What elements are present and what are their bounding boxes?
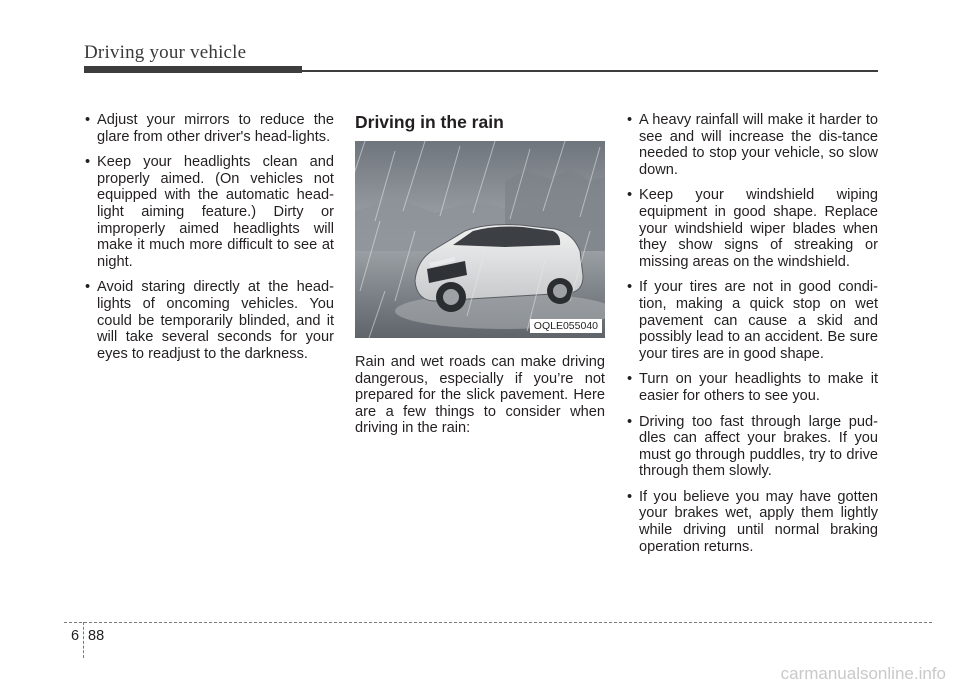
list-item: • Keep your headlights clean and properly aimed. (On vehicles not equipped with the automatic head-light aiming feature.) Dirty or improperly aimed headlights will make it much more difficult to see at night. — [84, 154, 334, 270]
list-item: • A heavy rainfall will make it harder to see and will increase the dis-tance needed to stop your vehicle, so slow down. — [626, 112, 878, 178]
list-item: • Turn on your headlights to make it easier for others to see you. — [626, 371, 878, 404]
section-heading: Driving in the rain — [355, 112, 504, 132]
footer-rule — [64, 622, 932, 623]
chapter-number: 6 — [71, 628, 80, 644]
rain-driving-illustration — [355, 141, 605, 338]
column-right — [626, 112, 878, 564]
page-header-title: Driving your vehicle — [84, 42, 247, 63]
bullet-list-left — [84, 112, 334, 362]
list-item: • If you believe you may have gotten your brakes wet, apply them lightly while driving until normal braking operation returns. — [626, 489, 878, 555]
header-rule — [84, 70, 878, 72]
watermark: carmanualsonline.info — [780, 664, 946, 683]
section-intro: Rain and wet roads can make driving dangerous, especially if you’re not prepared for the slick pavement. Here are a few things to consider when driving in the rain: — [355, 354, 605, 437]
footer-divider — [83, 622, 84, 658]
column-left — [84, 112, 334, 371]
bullet-list-right — [626, 112, 878, 555]
list-item: • Keep your windshield wiping equipment in good shape. Replace your windshield wiper blades when they show signs of streaking or missing areas on the windshield. — [626, 187, 878, 270]
list-item: • Adjust your mirrors to reduce the glare from other driver's head-lights. — [84, 112, 334, 145]
page-number: 88 — [88, 628, 105, 644]
list-item: • Driving too fast through large pud-dles can affect your brakes. If you must go through puddles, try to drive through them slowly. — [626, 414, 878, 480]
list-item: • If your tires are not in good condi-tion, making a quick stop on wet pavement can cause a skid and possibly lead to an accident. Be sure your tires are in good shape. — [626, 279, 878, 362]
list-item: • Avoid staring directly at the head-lights of oncoming vehicles. You could be temporarily blinded, and it will take several seconds for your eyes to readjust to the darkness. — [84, 279, 334, 362]
column-middle — [355, 112, 605, 437]
car-in-rain-image — [355, 141, 605, 338]
figure-code-label: OQLE055040 — [530, 319, 602, 333]
